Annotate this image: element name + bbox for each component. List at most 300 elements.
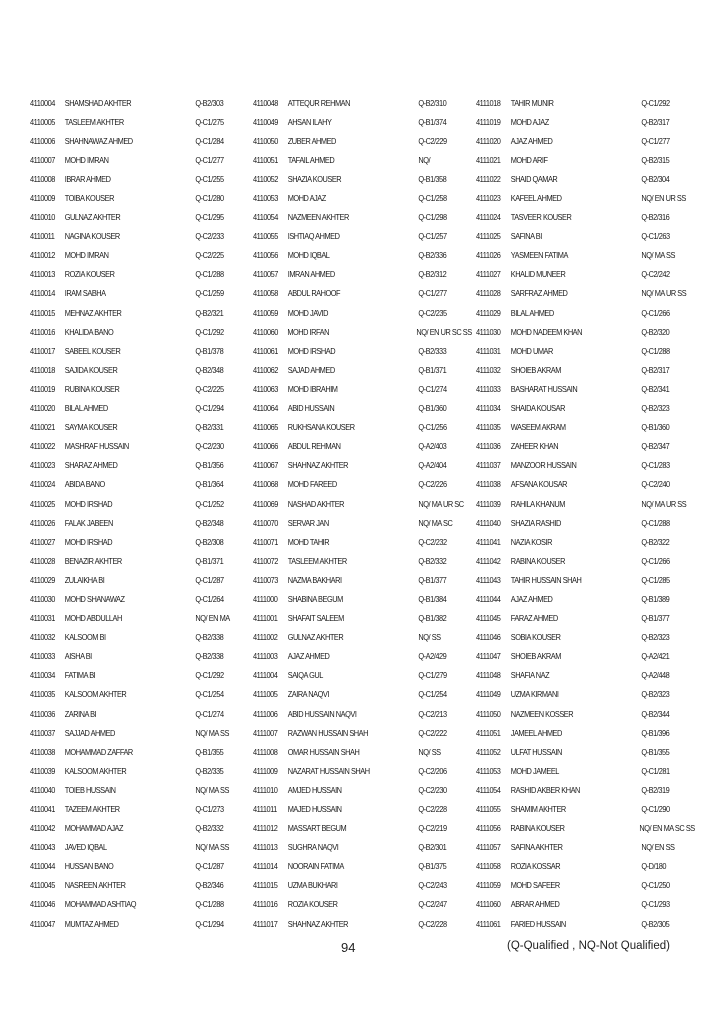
result-row — [253, 494, 468, 513]
result-row — [476, 341, 691, 360]
qualification-status: Q-C1/266 — [641, 555, 670, 566]
candidate-name: GULNAZ AKHTER — [64, 212, 121, 223]
qualification-status: Q-C2/213 — [418, 708, 447, 719]
result-row — [253, 246, 468, 265]
result-row — [253, 799, 468, 818]
roll-number: 4110032 — [30, 632, 55, 643]
roll-number: 4110069 — [253, 498, 278, 509]
roll-number: 4111035 — [476, 422, 501, 433]
candidate-name: ZUBER AHMED — [287, 135, 336, 146]
qualification-status: NQ/ EN MA — [195, 613, 230, 624]
roll-number: 4111031 — [476, 345, 501, 356]
candidate-name: MOHD AJAZ — [510, 116, 549, 127]
qualification-status: Q-C1/258 — [418, 193, 447, 204]
result-row — [253, 437, 468, 456]
roll-number: 4110059 — [253, 307, 278, 318]
qualification-status: Q-C1/287 — [195, 574, 224, 585]
result-row — [253, 609, 468, 628]
candidate-name: MUMTAZ AHMED — [64, 918, 119, 929]
roll-number: 4111047 — [476, 651, 501, 662]
result-row — [30, 379, 245, 398]
candidate-name: NAZMA BAKHARI — [287, 574, 342, 585]
roll-number: 4111048 — [476, 670, 501, 681]
roll-number: 4110053 — [253, 193, 278, 204]
qualification-status: Q-C1/277 — [195, 154, 224, 165]
candidate-name: AJAZ AHMED — [510, 593, 553, 604]
roll-number: 4110049 — [253, 116, 278, 127]
roll-number: 4110027 — [30, 536, 55, 547]
candidate-name: BENAZIR AKHTER — [64, 555, 122, 566]
qualification-status: NQ/ MA UR SS — [641, 498, 687, 509]
roll-number: 4110035 — [30, 689, 55, 700]
roll-number: 4111061 — [476, 918, 501, 929]
candidate-name: MOHD ARIF — [510, 154, 548, 165]
result-row — [253, 551, 468, 570]
roll-number: 4111003 — [253, 651, 278, 662]
result-row — [253, 895, 468, 914]
result-row — [30, 780, 245, 799]
qualification-status: Q-C1/274 — [195, 708, 224, 719]
candidate-name: YASMEEN FATIMA — [510, 250, 568, 261]
result-row — [253, 169, 468, 188]
qualification-status: Q-B2/319 — [641, 784, 670, 795]
result-row — [476, 895, 691, 914]
result-row — [476, 246, 691, 265]
qualification-status: Q-B2/323 — [641, 403, 670, 414]
candidate-name: MOHD FAREED — [287, 479, 337, 490]
candidate-name: ZARINA BI — [64, 708, 97, 719]
candidate-name: MOHD IMRAN — [64, 154, 109, 165]
qualification-status: Q-B1/377 — [641, 613, 670, 624]
candidate-name: ROZIA KOSSAR — [510, 861, 561, 872]
candidate-name: MOHD JAMEEL — [510, 765, 559, 776]
candidate-name: SAJIDA KOUSER — [64, 364, 118, 375]
roll-number: 4111060 — [476, 899, 501, 910]
roll-number: 4111032 — [476, 364, 501, 375]
roll-number: 4111027 — [476, 269, 501, 280]
candidate-name: SHAMSHAD AKHTER — [64, 97, 132, 108]
candidate-name: ABDUL RAHOOF — [287, 288, 341, 299]
qualification-status: Q-B2/332 — [418, 555, 447, 566]
qualification-status: Q-B2/301 — [418, 842, 447, 853]
qualification-status: Q-C1/292 — [195, 670, 224, 681]
roll-number: 4110014 — [30, 288, 55, 299]
qualification-status: Q-C1/285 — [641, 574, 670, 585]
result-row — [30, 169, 245, 188]
result-row — [253, 666, 468, 685]
roll-number: 4111016 — [253, 899, 278, 910]
result-row — [476, 838, 691, 857]
candidate-name: ABID HUSSAIN — [287, 403, 335, 414]
result-row — [253, 131, 468, 150]
roll-number: 4110031 — [30, 613, 55, 624]
candidate-name: KALSOOM AKHTER — [64, 765, 127, 776]
candidate-name: MOHD IQBAL — [287, 250, 330, 261]
result-row — [253, 857, 468, 876]
qualification-status: NQ/ EN UR SC SS — [416, 326, 472, 337]
roll-number: 4110051 — [253, 154, 278, 165]
qualification-status: Q-B2/347 — [641, 441, 670, 452]
qualification-status: Q-B2/317 — [641, 364, 670, 375]
qualification-status: Q-B2/323 — [641, 689, 670, 700]
qualification-status: Q-B2/322 — [641, 536, 670, 547]
candidate-name: RUBINA KOUSER — [64, 383, 120, 394]
roll-number: 4110036 — [30, 708, 55, 719]
roll-number: 4111013 — [253, 842, 278, 853]
result-row — [253, 418, 468, 437]
roll-number: 4110021 — [30, 422, 55, 433]
candidate-name: KHALIDA BANO — [64, 326, 114, 337]
result-row — [476, 227, 691, 246]
roll-number: 4111041 — [476, 536, 501, 547]
qualification-status: Q-B1/371 — [418, 364, 447, 375]
roll-number: 4111051 — [476, 727, 501, 738]
qualification-status: Q-B1/384 — [418, 593, 447, 604]
roll-number: 4111033 — [476, 383, 501, 394]
result-row — [253, 914, 468, 933]
roll-number: 4110023 — [30, 460, 55, 471]
qualification-status: Q-B2/344 — [641, 708, 670, 719]
qualification-status: Q-B2/305 — [641, 918, 670, 929]
qualification-status: Q-C2/235 — [418, 307, 447, 318]
qualification-status: Q-C1/293 — [641, 899, 670, 910]
result-row — [476, 570, 691, 589]
candidate-name: MEHNAZ AKHTER — [64, 307, 122, 318]
qualification-status: NQ/ MA SS — [195, 842, 229, 853]
result-row — [476, 723, 691, 742]
roll-number: 4110071 — [253, 536, 278, 547]
roll-number: 4111011 — [253, 804, 277, 815]
qualification-status: Q-B2/323 — [641, 632, 670, 643]
roll-number: 4110040 — [30, 784, 55, 795]
candidate-name: SERVAR JAN — [287, 517, 329, 528]
candidate-name: BASHARAT HUSSAIN — [510, 383, 578, 394]
qualification-status: Q-A2/429 — [418, 651, 447, 662]
qualification-status: NQ/ MA UR SC — [418, 498, 464, 509]
qualification-status: Q-B2/336 — [418, 250, 447, 261]
roll-number: 4110045 — [30, 880, 55, 891]
roll-number: 4110070 — [253, 517, 278, 528]
candidate-name: IMRAN AHMED — [287, 269, 335, 280]
candidate-name: ABIDA BANO — [64, 479, 105, 490]
result-row — [476, 761, 691, 780]
candidate-name: AFSANA KOUSAR — [510, 479, 568, 490]
qualification-status: Q-B2/335 — [195, 765, 224, 776]
candidate-name: TASLEEM AKHTER — [287, 555, 347, 566]
result-row — [253, 284, 468, 303]
candidate-name: SHOIEB AKRAM — [510, 651, 561, 662]
qualification-status: Q-B2/308 — [195, 536, 224, 547]
result-row — [30, 895, 245, 914]
candidate-name: SAYMA KOUSER — [64, 422, 118, 433]
result-row — [476, 609, 691, 628]
roll-number: 4110064 — [253, 403, 278, 414]
roll-number: 4111019 — [476, 116, 501, 127]
roll-number: 4110018 — [30, 364, 55, 375]
roll-number: 4111024 — [476, 212, 501, 223]
result-row — [30, 246, 245, 265]
roll-number: 4111020 — [476, 135, 501, 146]
qualification-status: Q-C2/232 — [418, 536, 447, 547]
roll-number: 4111043 — [476, 574, 501, 585]
qualification-status: Q-C1/252 — [195, 498, 224, 509]
result-row — [253, 475, 468, 494]
candidate-name: SHOIEB AKRAM — [510, 364, 561, 375]
qualification-status: NQ/ MA SS — [641, 250, 675, 261]
candidate-name: KALSOOM BI — [64, 632, 106, 643]
result-row — [30, 647, 245, 666]
qualification-status: Q-B2/316 — [641, 212, 670, 223]
result-row — [30, 685, 245, 704]
result-column-3 — [476, 93, 724, 933]
roll-number: 4110025 — [30, 498, 55, 509]
roll-number: 4111058 — [476, 861, 501, 872]
roll-number: 4110033 — [30, 651, 55, 662]
candidate-name: MOHD IRSHAD — [64, 498, 113, 509]
result-row — [253, 379, 468, 398]
roll-number: 4111026 — [476, 250, 501, 261]
candidate-name: ROZIA KOUSER — [287, 899, 338, 910]
roll-number: 4111046 — [476, 632, 501, 643]
roll-number: 4110068 — [253, 479, 278, 490]
candidate-name: RAHILA KHANUM — [510, 498, 565, 509]
result-row — [253, 647, 468, 666]
result-row — [253, 150, 468, 169]
result-row — [30, 399, 245, 418]
qualification-status: Q-C1/280 — [195, 193, 224, 204]
candidate-name: MOHD TAHIR — [287, 536, 330, 547]
roll-number: 4110028 — [30, 555, 55, 566]
candidate-name: RABINA KOUSER — [510, 555, 565, 566]
qualification-status: Q-B1/382 — [418, 613, 447, 624]
roll-number: 4111045 — [476, 613, 501, 624]
roll-number: 4111052 — [476, 746, 501, 757]
roll-number: 4111005 — [253, 689, 278, 700]
candidate-name: JAVED IQBAL — [64, 842, 107, 853]
roll-number: 4110041 — [30, 804, 55, 815]
result-row — [476, 169, 691, 188]
candidate-name: SHAID QAMAR — [510, 173, 558, 184]
result-row — [476, 857, 691, 876]
qualification-status: Q-C1/259 — [195, 288, 224, 299]
qualification-status: Q-A2/448 — [641, 670, 670, 681]
candidate-name: BILAL AHMED — [64, 403, 108, 414]
result-row — [476, 284, 691, 303]
candidate-name: SAFINA BI — [510, 231, 542, 242]
roll-number: 4110047 — [30, 918, 55, 929]
qualification-status: NQ/ MA SC — [418, 517, 453, 528]
roll-number: 4111001 — [253, 613, 278, 624]
roll-number: 4110007 — [30, 154, 55, 165]
qualification-status: Q-C2/226 — [418, 479, 447, 490]
result-row — [253, 570, 468, 589]
qualification-status: Q-C1/292 — [195, 326, 224, 337]
roll-number: 4110044 — [30, 861, 55, 872]
candidate-name: IBRAR AHMED — [64, 173, 111, 184]
candidate-name: SAJAD AHMED — [287, 364, 335, 375]
result-row — [30, 494, 245, 513]
qualification-status: Q-C1/274 — [418, 383, 447, 394]
qualification-status: NQ/ EN SS — [641, 842, 675, 853]
qualification-status: Q-A2/404 — [418, 460, 447, 471]
roll-number: 4110055 — [253, 231, 278, 242]
roll-number: 4110052 — [253, 173, 278, 184]
result-row — [253, 761, 468, 780]
qualification-status: Q-C1/275 — [195, 116, 224, 127]
result-row — [253, 265, 468, 284]
qualification-status: Q-B2/348 — [195, 364, 224, 375]
result-row — [476, 360, 691, 379]
qualification-status: Q-C2/225 — [195, 250, 224, 261]
result-row — [253, 742, 468, 761]
roll-number: 4111040 — [476, 517, 501, 528]
candidate-name: SAIQA GUL — [287, 670, 323, 681]
roll-number: 4111034 — [476, 403, 501, 414]
result-row — [253, 628, 468, 647]
roll-number: 4111056 — [476, 823, 501, 834]
candidate-name: NOORAIN FATIMA — [287, 861, 344, 872]
roll-number: 4110062 — [253, 364, 278, 375]
roll-number: 4111057 — [476, 842, 501, 853]
qualification-status: Q-B1/360 — [418, 403, 447, 414]
qualification-status: Q-C2/222 — [418, 727, 447, 738]
candidate-name: GULNAZ AKHTER — [287, 632, 344, 643]
qualification-status: Q-B2/338 — [195, 632, 224, 643]
qualification-status: Q-B2/317 — [641, 116, 670, 127]
qualification-status: Q-C2/228 — [418, 804, 447, 815]
result-row — [476, 437, 691, 456]
result-row — [30, 570, 245, 589]
qualification-status: Q-C1/294 — [195, 918, 224, 929]
qualification-status: Q-B2/338 — [195, 651, 224, 662]
result-row — [30, 456, 245, 475]
result-row — [476, 418, 691, 437]
roll-number: 4110034 — [30, 670, 55, 681]
result-row — [30, 723, 245, 742]
candidate-name: ZAIRA NAQVI — [287, 689, 329, 700]
roll-number: 4110054 — [253, 212, 278, 223]
candidate-name: TAHIR HUSSAIN SHAH — [510, 574, 582, 585]
result-row — [30, 589, 245, 608]
result-row — [30, 227, 245, 246]
candidate-name: SHAZIA RASHID — [510, 517, 561, 528]
roll-number: 4110024 — [30, 479, 55, 490]
roll-number: 4111000 — [253, 593, 278, 604]
qualification-status: Q-B1/364 — [195, 479, 224, 490]
result-column-1 — [30, 93, 280, 933]
result-row — [253, 589, 468, 608]
result-row — [30, 437, 245, 456]
roll-number: 4110063 — [253, 383, 278, 394]
result-row — [30, 532, 245, 551]
candidate-name: SHAMIM AKHTER — [510, 804, 566, 815]
roll-number: 4110008 — [30, 173, 55, 184]
result-row — [30, 609, 245, 628]
qualification-status: Q-C2/219 — [418, 823, 447, 834]
roll-number: 4111009 — [253, 765, 278, 776]
roll-number: 4110048 — [253, 97, 278, 108]
candidate-name: UZMA KIRMANI — [510, 689, 559, 700]
qualification-status: Q-D/180 — [641, 861, 667, 872]
roll-number: 4110038 — [30, 746, 55, 757]
candidate-name: AHSAN ILAHY — [287, 116, 332, 127]
candidate-name: AJAZ AHMED — [287, 651, 330, 662]
result-row — [476, 876, 691, 895]
result-row — [253, 341, 468, 360]
qualification-status: Q-C1/263 — [641, 231, 670, 242]
qualification-status: Q-B2/312 — [418, 269, 447, 280]
candidate-name: RUKHSANA KOUSER — [287, 422, 355, 433]
result-row — [476, 589, 691, 608]
candidate-name: SHABINA BEGUM — [287, 593, 343, 604]
candidate-name: SAJJAD AHMED — [64, 727, 115, 738]
result-row — [253, 227, 468, 246]
roll-number: 4111025 — [476, 231, 501, 242]
result-row — [30, 513, 245, 532]
candidate-name: SAFINA AKHTER — [510, 842, 563, 853]
result-row — [253, 819, 468, 838]
roll-number: 4111028 — [476, 288, 501, 299]
qualification-status: Q-B2/346 — [195, 880, 224, 891]
qualification-status: Q-C1/279 — [418, 670, 447, 681]
roll-number: 4110015 — [30, 307, 55, 318]
result-row — [253, 876, 468, 895]
result-row — [253, 780, 468, 799]
result-row — [476, 112, 691, 131]
candidate-name: SOBIA KOUSER — [510, 632, 561, 643]
legend-note: (Q-Qualified , NQ-Not Qualified) — [507, 940, 670, 952]
roll-number: 4110060 — [253, 326, 278, 337]
qualification-status: Q-C2/229 — [418, 135, 447, 146]
candidate-name: AISHA BI — [64, 651, 92, 662]
qualification-status: NQ/ MA SS — [195, 727, 229, 738]
result-row — [253, 93, 468, 112]
roll-number: 4111017 — [253, 918, 278, 929]
candidate-name: SHARAZ AHMED — [64, 460, 118, 471]
candidate-name: MOHD SHANAWAZ — [64, 593, 125, 604]
qualification-status: NQ/ SS — [418, 746, 441, 757]
candidate-name: ABID HUSSAIN NAQVI — [287, 708, 357, 719]
candidate-name: ROZIA KOUSER — [64, 269, 115, 280]
result-row — [476, 551, 691, 570]
candidate-name: BILAL AHMED — [510, 307, 554, 318]
candidate-name: IRAM SABHA — [64, 288, 106, 299]
result-row — [253, 208, 468, 227]
result-row — [476, 322, 691, 341]
roll-number: 4111059 — [476, 880, 501, 891]
candidate-name: TAHIR MUNIR — [510, 97, 554, 108]
qualification-status: Q-B2/310 — [418, 97, 447, 108]
candidate-name: NAGINA KOUSER — [64, 231, 120, 242]
qualification-status: Q-C2/228 — [418, 918, 447, 929]
candidate-name: SHAIDA KOUSAR — [510, 403, 565, 414]
candidate-name: MASSART BEGUM — [287, 823, 347, 834]
qualification-status: Q-C2/230 — [195, 441, 224, 452]
qualification-status: NQ/ MA UR SS — [641, 288, 687, 299]
result-row — [476, 456, 691, 475]
roll-number: 4110016 — [30, 326, 55, 337]
result-row — [476, 265, 691, 284]
qualification-status: Q-C1/266 — [641, 307, 670, 318]
candidate-name: FARAZ AHMED — [510, 613, 558, 624]
result-row — [476, 303, 691, 322]
qualification-status: Q-B2/321 — [195, 307, 224, 318]
roll-number: 4111029 — [476, 307, 501, 318]
result-row — [30, 93, 245, 112]
roll-number: 4110037 — [30, 727, 55, 738]
candidate-name: MOHD NADEEM KHAN — [510, 326, 583, 337]
candidate-name: MOHAMMAD AJAZ — [64, 823, 124, 834]
